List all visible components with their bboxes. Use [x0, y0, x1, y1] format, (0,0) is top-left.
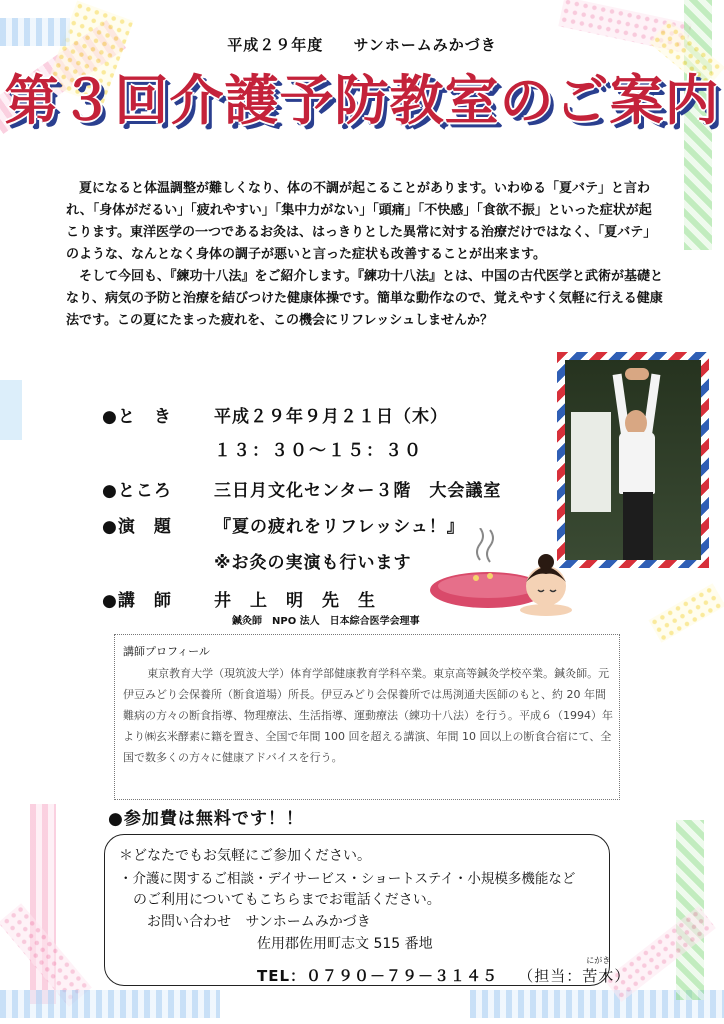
- fiscal-year: 平成２９年度: [227, 36, 324, 54]
- contact-line: ＊どなたでもお気軽にご参加ください。: [119, 848, 371, 864]
- contact-line: ・介護に関するご相談・デイサービス・ショートステイ・小規模多機能など: [119, 871, 576, 887]
- lecturer-photo: [565, 360, 701, 560]
- event-place-row: [102, 476, 501, 501]
- event-topic-row: [102, 512, 465, 537]
- contact-box: [104, 834, 631, 986]
- contact-name: 苦木: [582, 967, 615, 985]
- contact-name-ruby: にがき: [586, 956, 611, 965]
- intro-paragraph: 夏になると体温調整が難しくなり、体の不調が起こることがあります。いわゆる「夏バテ」と言われ、「身体がだるい」「疲れやすい」「集中力がない」「頭痛」「不快感」「食欲不振」といった症状が起こります。東洋医学の一つであるお灸は、はっきりとした異常に対する治療だけではなく、「夏バテ」のような、なんとなく身体の調子が悪いと言った症状も改善することが出来ます。: [66, 181, 657, 262]
- lecturer-affiliation: 鍼灸師 NPO 法人 日本綜合医学会理事: [232, 616, 420, 627]
- inquiry-row: [147, 911, 371, 931]
- event-date: 平成２９年９月２１日（木）: [214, 407, 448, 427]
- lecturer-name: 井 上 明 先 生: [214, 591, 376, 611]
- inquiry-name: サンホームみかづき: [245, 914, 371, 930]
- event-lecturer-row: [102, 586, 376, 611]
- inquiry-label: お問い合わせ: [147, 914, 231, 930]
- contact-prefix: （担当：: [518, 967, 583, 985]
- event-date-row: [102, 402, 448, 427]
- when-label: ●と き: [102, 407, 172, 427]
- facility-name: サンホームみかづき: [353, 36, 497, 54]
- event-topic: 『夏の疲れをリフレッシュ！』: [214, 517, 465, 537]
- decorative-tape: [648, 583, 724, 643]
- lecturer-profile: [114, 634, 620, 800]
- moxibustion-illustration: [428, 528, 578, 618]
- lecturer-photo-frame: [557, 352, 709, 568]
- event-place: 三日月文化センター３階 大会議室: [214, 481, 502, 501]
- decorative-tape: [0, 990, 220, 1018]
- page-title: 第３回介護予防教室のご案内: [4, 69, 720, 132]
- profile-title: 講師プロフィール: [123, 645, 210, 658]
- contact-person-row: [518, 956, 631, 985]
- contact-suffix: ）: [614, 967, 631, 985]
- profile-body: 東京教育大学（現筑波大学）体育学部健康教育学科卒業。東京高等鍼灸学校卒業。鍼灸師。元伊豆みどり会保養所（断食道場）所長。伊豆みどり会保養所では馬渕通夫医師のもと、約 20 年間難病の方々の断食指導、物理療法、生活指導、運動療法（練功十八法）を行う。平成６（1994）年より㈱玄米酵素に籍を置き、全国で年間 100 回を超える講演、年間 10 回以上の断食合宿にて、全国で数多くの方々に健康アドバイスを行う。: [123, 667, 613, 764]
- intro-text: [66, 178, 664, 332]
- fee-notice: ●参加費は無料です！！: [108, 809, 304, 829]
- topic-label: ●演 題: [102, 517, 172, 537]
- where-label: ●ところ: [102, 481, 172, 501]
- tel-row: [257, 956, 631, 986]
- header: [0, 34, 724, 55]
- lecturer-label: ●講 師: [102, 591, 172, 611]
- event-time: １３：３０～１５：３０: [214, 441, 423, 461]
- decorative-tape: [0, 380, 22, 440]
- contact-address: 佐用郡佐用町志文 515 番地: [257, 936, 433, 952]
- event-note: ※お灸の実演も行います: [214, 553, 412, 573]
- contact-tel: TEL：０７９０－７９－３１４５: [257, 967, 499, 985]
- intro-paragraph: そして今回も、『練功十八法』をご紹介します。『練功十八法』とは、中国の古代医学と武術が基礎となり、病気の予防と治療を結びつけた健康体操です。簡単な動作なので、覚えやすく気軽に行える健康法です。この夏にたまった疲れを、この機会にリフレッシュしませんか？: [66, 269, 663, 328]
- contact-line: のご利用についてもこちらまでお電話ください。: [133, 892, 441, 908]
